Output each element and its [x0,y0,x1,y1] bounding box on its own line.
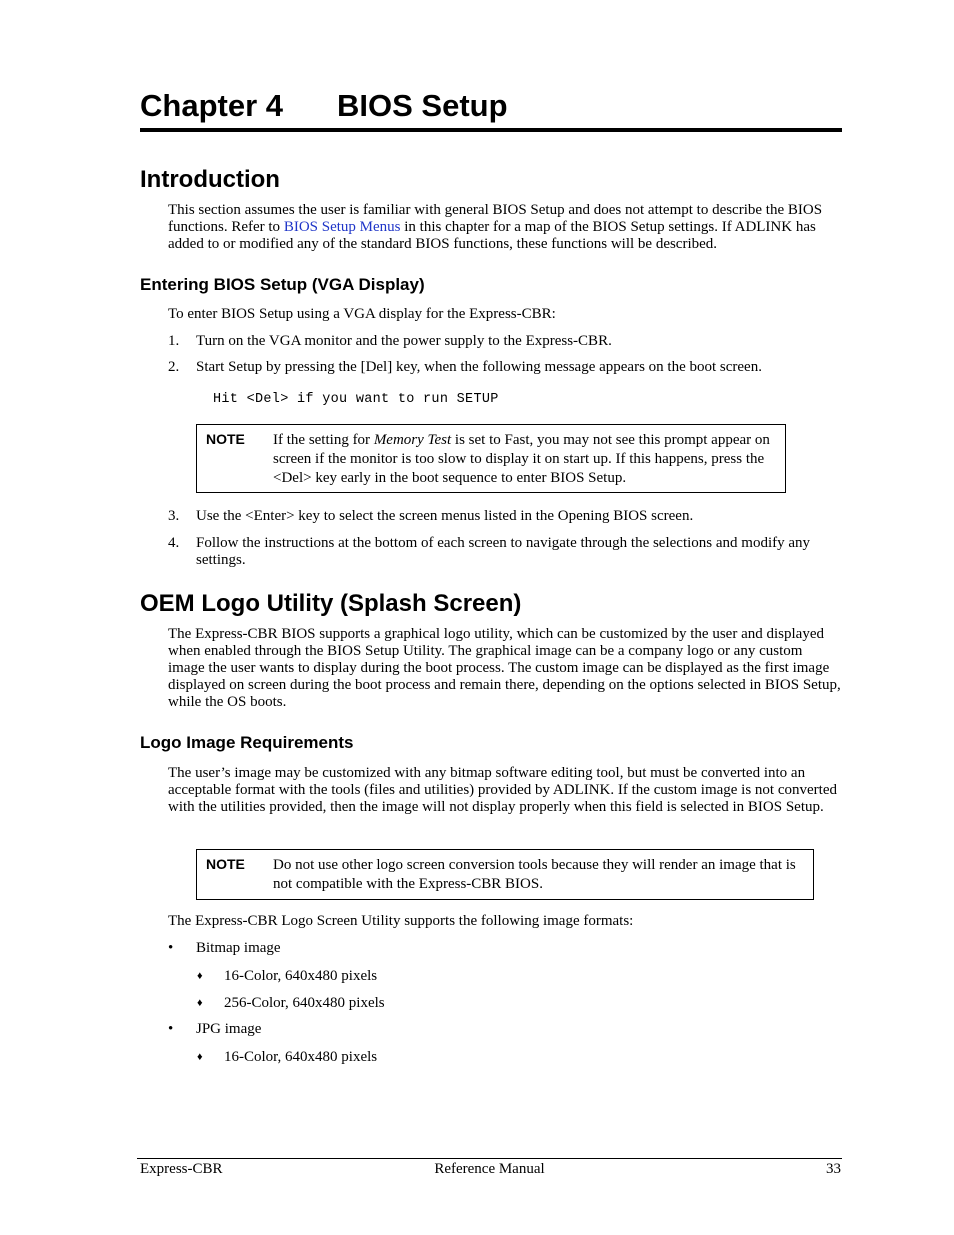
format-name: JPG image [196,1021,262,1037]
entering-bios-heading: Entering BIOS Setup (VGA Display) [140,275,425,294]
format-spec: 16-Color, 640x480 pixels [224,968,378,984]
chapter-name: BIOS Setup [337,88,508,123]
footer-page-number: 33 [826,1161,841,1177]
step-number: 2. [168,359,180,375]
note-text: If the setting for Memory Test is set to Fast, you may not see this prompt appear on screen if the monitor is too slow to display it on start up. If this happens, press the <Del> key early in the boot sequence to enter BIOS Setup. [273,432,770,486]
step-text: Follow the instructions at the bottom of each screen to navigate through the selections and modify any settings. [196,535,811,568]
note-label: NOTE [206,431,245,447]
intro-text-2: in this chapter for a map of the BIOS Setup settings. If ADLINK has added to or modified any of the standard BIOS functions, these functions will be described. [168,219,816,252]
page-footer [137,1158,842,1177]
diamond-bullet-icon: ♦ [197,1051,203,1063]
format-spec: 16-Color, 640x480 pixels [224,1049,378,1065]
introduction-paragraph [168,202,842,253]
format-name: Bitmap image [196,940,281,956]
note-box-memory-test [196,424,786,493]
step-text: Start Setup by pressing the [Del] key, when the following message appears on the boot screen. [196,359,762,375]
footer-product: Express-CBR [140,1161,223,1177]
step-item [168,535,842,569]
format-spec: 256-Color, 640x480 pixels [224,995,385,1011]
diamond-bullet-icon: ♦ [197,970,203,982]
logo-requirements-heading: Logo Image Requirements [140,733,354,752]
note-box-conversion-tools [196,849,814,900]
introduction-heading: Introduction [140,166,280,193]
logo-requirements-paragraph: The user’s image may be customized with any bitmap software editing tool, but must be converted into an acceptable format with the tools (files and utilities) provided by ADLINK. If the custom image is not converted with the utilities provided, then the image will not display properly when this field is selected in BIOS Setup. [168,765,837,815]
step-number: 1. [168,333,180,349]
bios-setup-menus-link[interactable]: BIOS Setup Menus [283,219,401,235]
step-text: Use the <Enter> key to select the screen menus listed in the Opening BIOS screen. [196,508,694,524]
setup-prompt-code: Hit <Del> if you want to run SETUP [213,392,499,407]
footer-title: Reference Manual [434,1161,545,1177]
bullet-icon: • [168,940,174,956]
formats-intro: The Express-CBR Logo Screen Utility supports the following image formats: [168,913,634,929]
step-number: 4. [168,535,180,551]
chapter-title [140,86,842,132]
entering-intro: To enter BIOS Setup using a VGA display for the Express-CBR: [168,306,556,322]
step-text: Turn on the VGA monitor and the power supply to the Express-CBR. [196,333,612,349]
oem-logo-paragraph: The Express-CBR BIOS supports a graphical logo utility, which can be customized by the user and displayed when enabled through the BIOS Setup Utility. The graphical image can be a company logo or any custom image the user wants to display during the boot process. The custom image can be displayed as the first image displayed on screen during the boot process and remain there, depending on the options selected in BIOS Setup, while the OS boots. [168,626,841,710]
oem-logo-heading: OEM Logo Utility (Splash Screen) [140,590,522,617]
step-item [168,359,842,376]
intro-text-1: This section assumes the user is familiar with general BIOS Setup and does not attempt to describe the BIOS functions. Refer to [168,202,823,235]
diamond-bullet-icon: ♦ [197,997,203,1009]
bullet-icon: • [168,1021,174,1037]
note-label: NOTE [206,856,245,872]
step-item [168,333,842,350]
note-text: Do not use other logo screen conversion tools because they will render an image that is not compatible with the Express-CBR BIOS. [273,857,796,892]
chapter-number: Chapter 4 [140,88,283,123]
step-item [168,508,842,525]
step-number: 3. [168,508,180,524]
